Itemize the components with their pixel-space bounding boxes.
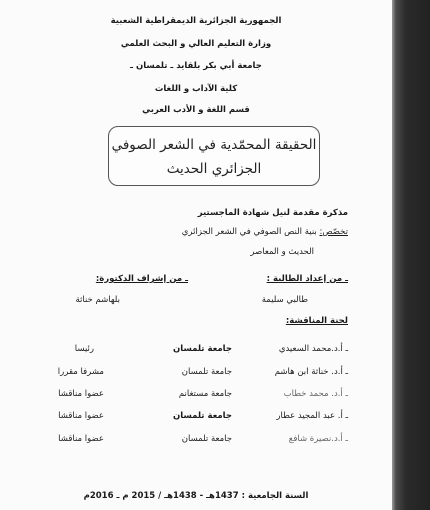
member-role: رئيسا — [74, 344, 94, 354]
member-university: جامعة تلمسان — [173, 344, 232, 354]
department-header: قسم اللغة و الأدب العربي — [142, 105, 250, 115]
member-role: عضوا مناقشا — [58, 434, 104, 444]
thesis-title-box — [108, 126, 320, 186]
student-name: طالبي سليمة — [261, 295, 308, 305]
member-role: مشرفا مقررا — [57, 367, 104, 377]
member-university: جامعة مستغانم — [178, 389, 232, 399]
specialty-label: تخصّص: — [319, 227, 348, 237]
supervisor-label: ـ من إشراف الدكتورة: — [95, 274, 188, 284]
member-role: عضوا مناقشا — [58, 411, 104, 421]
thesis-title-line1: الحقيقة المحمّدية في الشعر الصوفي — [111, 137, 317, 153]
member-university: جامعة تلمسان — [181, 367, 232, 377]
memo-text: مذكرة مقدمة لنيل شهادة الماجستير — [197, 208, 348, 218]
member-name: ـ أ.د. خناثة ابن هاشم — [274, 367, 348, 377]
member-university: جامعة تلمسان — [181, 434, 232, 444]
university-header: جامعة أبي بكر بلقايد ـ تلمسان ـ — [130, 61, 262, 71]
member-university: جامعة تلمسان — [173, 411, 232, 421]
specialty-value-line2: الحديث و المعاصر — [250, 247, 314, 257]
academic-year: السنة الجامعية : 1437هـ - 1438هـ / 2015 م ـ 2016م — [83, 491, 309, 501]
member-name: ـ أ.د.نصيرة شافع — [288, 434, 348, 444]
member-name: ـ أ.د. محمد خطاب — [283, 389, 348, 399]
ministry-header: وزارة التعليم العالي و البحث العلمي — [120, 39, 272, 49]
faculty-header: كلية الآداب و اللغات — [154, 84, 238, 94]
committee-heading: لجنة المناقشة: — [285, 316, 348, 326]
supervisor-name: بلهاشم خناثة — [75, 295, 120, 305]
specialty-line — [182, 227, 348, 237]
scanner-edge — [392, 0, 430, 510]
student-label: ـ من إعداد الطالبة : — [266, 274, 348, 284]
member-name: ـ أ.د.محمد السعيدي — [278, 344, 348, 354]
thesis-title-line2: الجزائري الحديث — [166, 161, 262, 177]
specialty-value: بنية النص الصوفي في الشعر الجزائري — [181, 227, 317, 237]
republic-header: الجمهورية الجزائرية الديمقراطية الشعبية — [110, 16, 282, 26]
member-name: ـ أ. عبد المجيد عطار — [276, 411, 348, 421]
member-role: عضوا مناقشا — [58, 389, 104, 399]
